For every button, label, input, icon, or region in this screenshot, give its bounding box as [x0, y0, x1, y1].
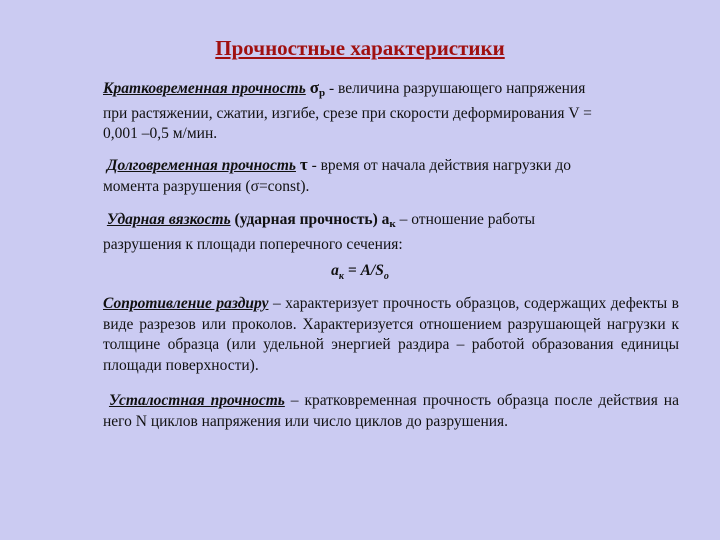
- impact-subscript: к: [389, 218, 396, 230]
- paragraph-short-term-strength: [103, 78, 679, 145]
- term-tear-resistance: Сопротивление раздиру: [103, 295, 269, 312]
- paragraph-line: [103, 210, 679, 235]
- definition-text: – характеризует прочность образцов, содержащих дефекты в виде разрезов или проколов. Характеризуется отношением разрушающей нагрузки к толщине образца (или удельной энергией раздира – работой образования единицы площади поверхности).: [103, 295, 679, 374]
- paragraph-line: при растяжении, сжатии, изгибе, срезе при скорости деформирования V =: [103, 104, 592, 122]
- term-fatigue-strength: Усталостная прочность: [108, 392, 285, 409]
- paragraph-long-term-strength: [103, 155, 679, 197]
- definition-text: – кратковременная прочность образца после действия на него N циклов напряжения или число циклов до разрушения.: [103, 392, 679, 430]
- paragraph-line: [103, 78, 679, 104]
- impact-strength-alt: (ударная прочность) a: [230, 211, 390, 228]
- term-short-term-strength: Кратковременная прочность: [103, 80, 306, 97]
- sigma-symbol: σ: [309, 78, 319, 97]
- paragraph-fatigue-strength: [103, 391, 679, 432]
- definition-text: - величина разрушающего напряжения: [325, 80, 586, 97]
- paragraph-tear-resistance: [103, 294, 679, 376]
- definition-text: – отношение работы: [395, 211, 536, 228]
- paragraph-impact-strength: [103, 210, 679, 255]
- definition-text: - время от начала действия нагрузки до: [307, 157, 572, 174]
- paragraph-line: момента разрушения (σ=const).: [103, 177, 310, 195]
- term-long-term-strength: Долговременная прочность: [106, 157, 296, 174]
- formula: $a_к = A/S_о$: [331, 262, 389, 283]
- paragraph-line: [103, 155, 679, 177]
- paragraph-line: 0,001 –0,5 м/мин.: [103, 125, 218, 142]
- sigma-subscript: р: [318, 87, 326, 99]
- term-impact-strength: Ударная вязкость: [106, 211, 231, 228]
- tau-symbol: τ: [299, 155, 308, 174]
- page-title: Прочностные характеристики: [215, 36, 505, 60]
- paragraph-line: разрушения к площади поперечного сечения:: [103, 235, 403, 253]
